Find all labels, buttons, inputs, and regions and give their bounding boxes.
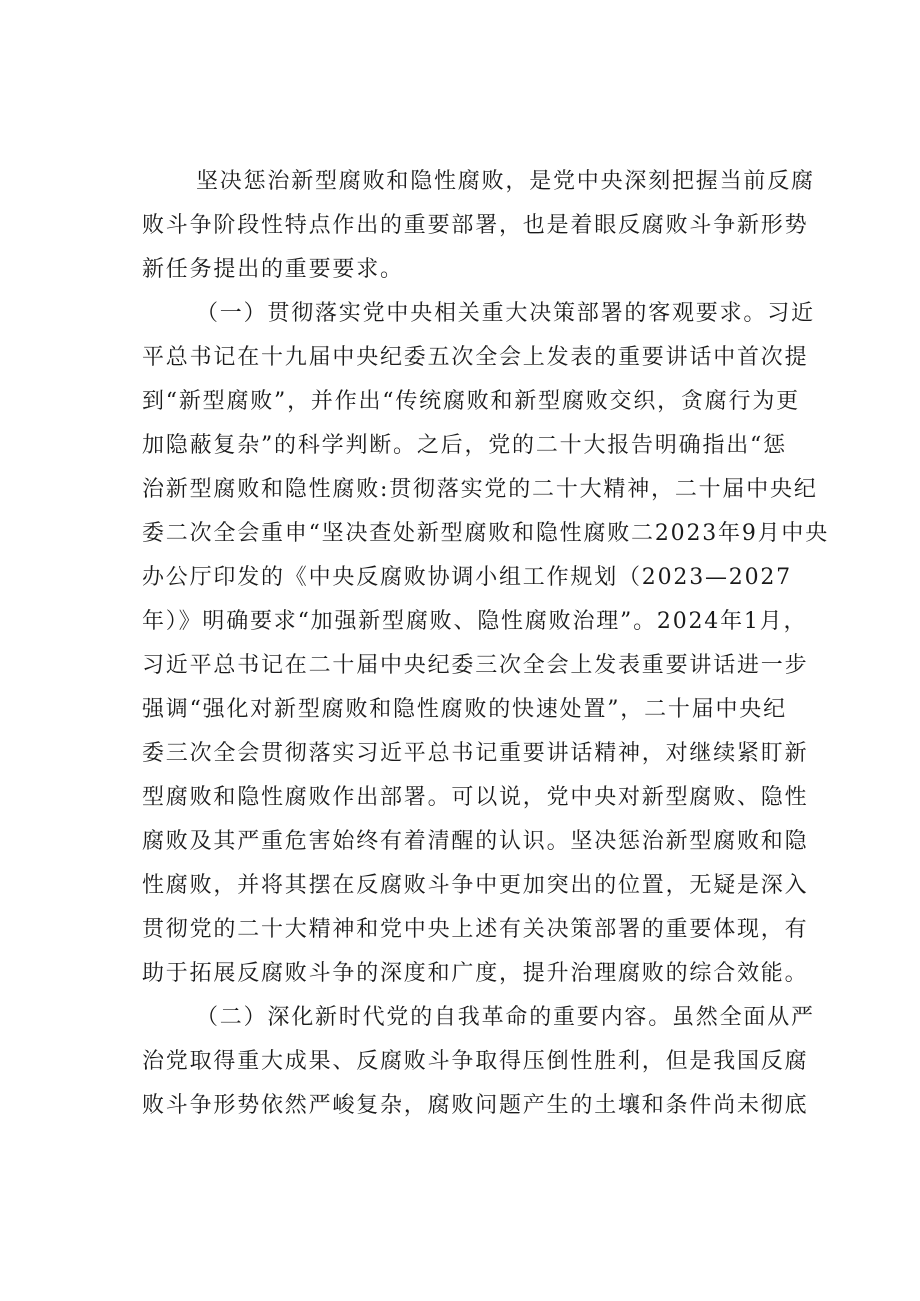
text-line: 贯彻党的二十大精神和党中央上述有关决策部署的重要体现，有: [142, 917, 809, 942]
text-line: 强调“强化对新型腐败和隐性腐败的快速处置”，二十届中央纪: [142, 697, 787, 722]
text-line: 委三次全会贯彻落实习近平总书记重要讲话精神，对继续紧盯新: [142, 741, 809, 766]
paragraph-intro: [142, 160, 815, 292]
text-line: 败斗争阶段性特点作出的重要部署，也是着眼反腐败斗争新形势: [142, 213, 809, 238]
text-line: 腐败及其严重危害始终有着清醒的认识。坚决惩治新型腐败和隐: [142, 829, 809, 854]
text-line: 办公厅印发的《中央反腐败协调小组工作规划（2023—2027: [142, 565, 792, 590]
paragraph-section-1: [142, 292, 830, 996]
text-line: 平总书记在十九届中央纪委五次全会上发表的重要讲话中首次提: [142, 345, 809, 370]
section-heading-line: （二）深化新时代党的自我革命的重要内容。虽然全面从严: [196, 1005, 815, 1030]
text-line: 治新型腐败和隐性腐败:贯彻落实党的二十大精神，二十届中央纪: [142, 477, 818, 502]
text-line: 新任务提出的重要要求。: [142, 257, 404, 282]
text-line: 助于拓展反腐败斗争的深度和广度，提升治理腐败的综合效能。: [142, 961, 809, 986]
text-line: 败斗争形势依然严峻复杂，腐败问题产生的土壤和条件尚未彻底: [142, 1093, 809, 1118]
text-line: 年）》明确要求“加强新型腐败、隐性腐败治理”。2024年1月，: [142, 609, 808, 634]
text-line: 习近平总书记在二十届中央纪委三次全会上发表重要讲话进一步: [142, 653, 809, 678]
text-line: 性腐败，并将其摆在反腐败斗争中更加突出的位置，无疑是深入: [142, 873, 809, 898]
text-line: 委二次全会重申“坚决查处新型腐败和隐性腐败二2023年9月中央: [142, 521, 830, 546]
text-line: 加隐蔽复杂”的科学判断。之后，党的二十大报告明确指出“惩: [142, 433, 787, 458]
section-heading-line: （一）贯彻落实党中央相关重大决策部署的客观要求。习近: [196, 301, 815, 326]
paragraph-section-2: [142, 996, 815, 1128]
text-line: 到“新型腐败”，并作出“传统腐败和新型腐败交织，贪腐行为更: [142, 389, 800, 414]
document-body: [142, 160, 830, 1128]
text-line: 治党取得重大成果、反腐败斗争取得压倒性胜利，但是我国反腐: [142, 1049, 809, 1074]
text-line: 坚决惩治新型腐败和隐性腐败，是党中央深刻把握当前反腐: [196, 169, 815, 194]
text-line: 型腐败和隐性腐败作出部署。可以说，党中央对新型腐败、隐性: [142, 785, 809, 810]
